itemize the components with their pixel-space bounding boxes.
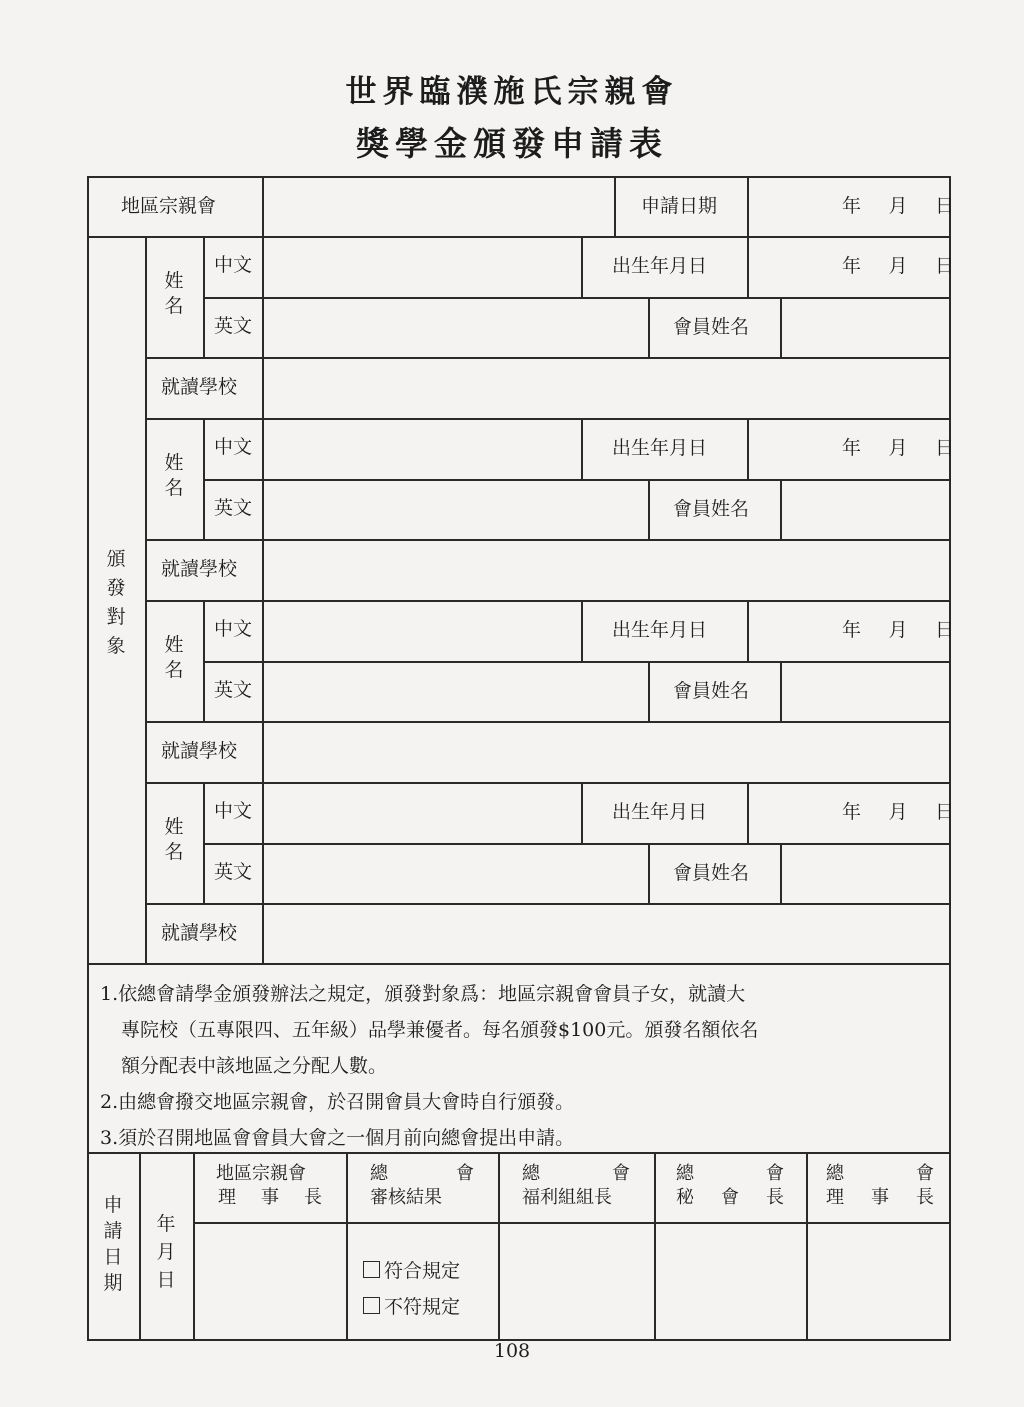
secretary-header: 總 會 秘 會 長 — [676, 1163, 784, 1208]
day-label: 日 — [934, 619, 954, 641]
year-label: 年 — [842, 437, 862, 459]
english-name-input[interactable] — [264, 481, 647, 538]
note-3: 3.須於召開地區會會員大會之一個月前向總會提出申請。 — [100, 1127, 575, 1149]
english-name-label: 英文 — [214, 497, 253, 519]
year-label: 年 — [842, 619, 862, 641]
school-label: 就讀學校 — [161, 922, 238, 944]
member-name-label: 會員姓名 — [673, 498, 750, 520]
chairman-sign-input[interactable] — [808, 1224, 949, 1340]
rule — [87, 963, 951, 965]
school-label: 就讀學校 — [161, 740, 238, 762]
chinese-name-label: 中文 — [214, 618, 253, 640]
member-name-label: 會員姓名 — [673, 862, 750, 884]
note-1-cont: 額分配表中該地區之分配人數。 — [121, 1055, 388, 1077]
chinese-name-input[interactable] — [264, 238, 580, 296]
rule — [747, 176, 749, 236]
english-name-input[interactable] — [264, 663, 647, 720]
branch-input[interactable] — [264, 178, 613, 235]
english-name-label: 英文 — [214, 315, 253, 337]
rule — [87, 1152, 951, 1154]
birth-date-field[interactable] — [842, 439, 954, 458]
check-fail[interactable]: 不符規定 — [363, 1292, 460, 1319]
birth-date-field[interactable] — [842, 257, 954, 276]
branch-chairman-header: 地區宗親會 理 事 長 — [216, 1163, 322, 1208]
month-label: 月 — [888, 619, 908, 641]
year-label: 年 — [842, 255, 862, 277]
birth-date-field[interactable] — [842, 621, 954, 640]
day-label: 日 — [934, 437, 954, 459]
month-label: 月 — [888, 195, 908, 217]
apply-date-label: 申請日期 — [641, 195, 718, 217]
school-input[interactable] — [264, 905, 949, 963]
chinese-name-label: 中文 — [214, 254, 253, 276]
secretary-sign-input[interactable] — [656, 1224, 805, 1340]
name-label: 姓 名 — [164, 452, 184, 499]
footer-ymd-label: 年 月 日 — [156, 1213, 176, 1291]
footer-date-input[interactable] — [195, 1224, 345, 1340]
english-name-input[interactable] — [264, 845, 647, 902]
rule — [581, 782, 583, 843]
english-name-label: 英文 — [214, 861, 253, 883]
rule — [747, 236, 749, 297]
rule — [139, 1152, 141, 1341]
english-name-label: 英文 — [214, 679, 253, 701]
school-label: 就讀學校 — [161, 558, 238, 580]
chinese-name-input[interactable] — [264, 602, 580, 660]
check-ok[interactable]: 符合規定 — [363, 1256, 460, 1283]
rule — [346, 1152, 348, 1341]
form-subtitle: 獎學金頒發申請表 — [356, 124, 668, 163]
english-name-input[interactable] — [264, 299, 647, 356]
rule — [648, 297, 650, 357]
rule — [747, 782, 749, 843]
apply-date-field[interactable] — [842, 197, 954, 216]
day-label: 日 — [934, 801, 954, 823]
school-input[interactable] — [264, 541, 949, 599]
name-label: 姓 名 — [164, 816, 184, 863]
note-1-cont: 專院校（五專限四、五年級）品學兼優者。每名頒發$100元。頒發名額依名 — [121, 1019, 759, 1041]
birth-date-label: 出生年月日 — [612, 801, 708, 823]
chinese-name-label: 中文 — [214, 436, 253, 458]
month-label: 月 — [888, 255, 908, 277]
member-name-input[interactable] — [782, 481, 949, 538]
rule — [581, 236, 583, 297]
rule — [614, 176, 616, 236]
school-label: 就讀學校 — [161, 376, 238, 398]
form-title: 世界臨濮施氏宗親會 — [345, 74, 679, 110]
day-label: 日 — [934, 255, 954, 277]
review-result-header: 總 會 審核結果 — [370, 1163, 474, 1208]
rule — [648, 661, 650, 721]
rule — [581, 418, 583, 479]
welfare-sign-input[interactable] — [500, 1224, 653, 1340]
day-label: 日 — [934, 195, 954, 217]
checkbox[interactable] — [363, 1261, 380, 1278]
notes — [100, 976, 758, 1156]
birth-date-field[interactable] — [842, 803, 954, 822]
welfare-head-header: 總 會 福利組組長 — [522, 1163, 630, 1208]
note-2: 2.由總會撥交地區宗親會，於召開會員大會時自行頒發。 — [100, 1091, 575, 1113]
member-name-input[interactable] — [782, 845, 949, 902]
name-label: 姓 名 — [164, 634, 184, 681]
chairman-header: 總 會 理 事 長 — [826, 1163, 934, 1208]
recipients-label: 頒 發 對 象 — [106, 548, 126, 657]
rule — [203, 236, 205, 357]
chinese-name-input[interactable] — [264, 784, 580, 842]
member-name-input[interactable] — [782, 663, 949, 720]
note-1: 1.依總會請學金頒發辦法之規定，頒發對象爲：地區宗親會會員子女，就讀大 — [100, 983, 746, 1005]
rule — [581, 600, 583, 661]
checkbox[interactable] — [363, 1297, 380, 1314]
member-name-label: 會員姓名 — [673, 316, 750, 338]
birth-date-label: 出生年月日 — [612, 619, 708, 641]
branch-label: 地區宗親會 — [121, 195, 217, 217]
chinese-name-label: 中文 — [214, 800, 253, 822]
rule — [648, 479, 650, 539]
member-name-label: 會員姓名 — [673, 680, 750, 702]
year-label: 年 — [842, 801, 862, 823]
page-number: 108 — [493, 1340, 531, 1362]
rule — [203, 782, 205, 903]
footer-apply-date-label: 申 請 日 期 — [103, 1194, 123, 1294]
birth-date-label: 出生年月日 — [612, 255, 708, 277]
chinese-name-input[interactable] — [264, 420, 580, 478]
rule — [203, 418, 205, 539]
name-label: 姓 名 — [164, 270, 184, 317]
rule — [747, 418, 749, 479]
month-label: 月 — [888, 437, 908, 459]
member-name-input[interactable] — [782, 299, 949, 356]
rule — [747, 600, 749, 661]
year-label: 年 — [842, 195, 862, 217]
birth-date-label: 出生年月日 — [612, 437, 708, 459]
rule — [648, 843, 650, 903]
school-input[interactable] — [264, 723, 949, 781]
rule — [203, 600, 205, 721]
school-input[interactable] — [264, 359, 949, 417]
month-label: 月 — [888, 801, 908, 823]
